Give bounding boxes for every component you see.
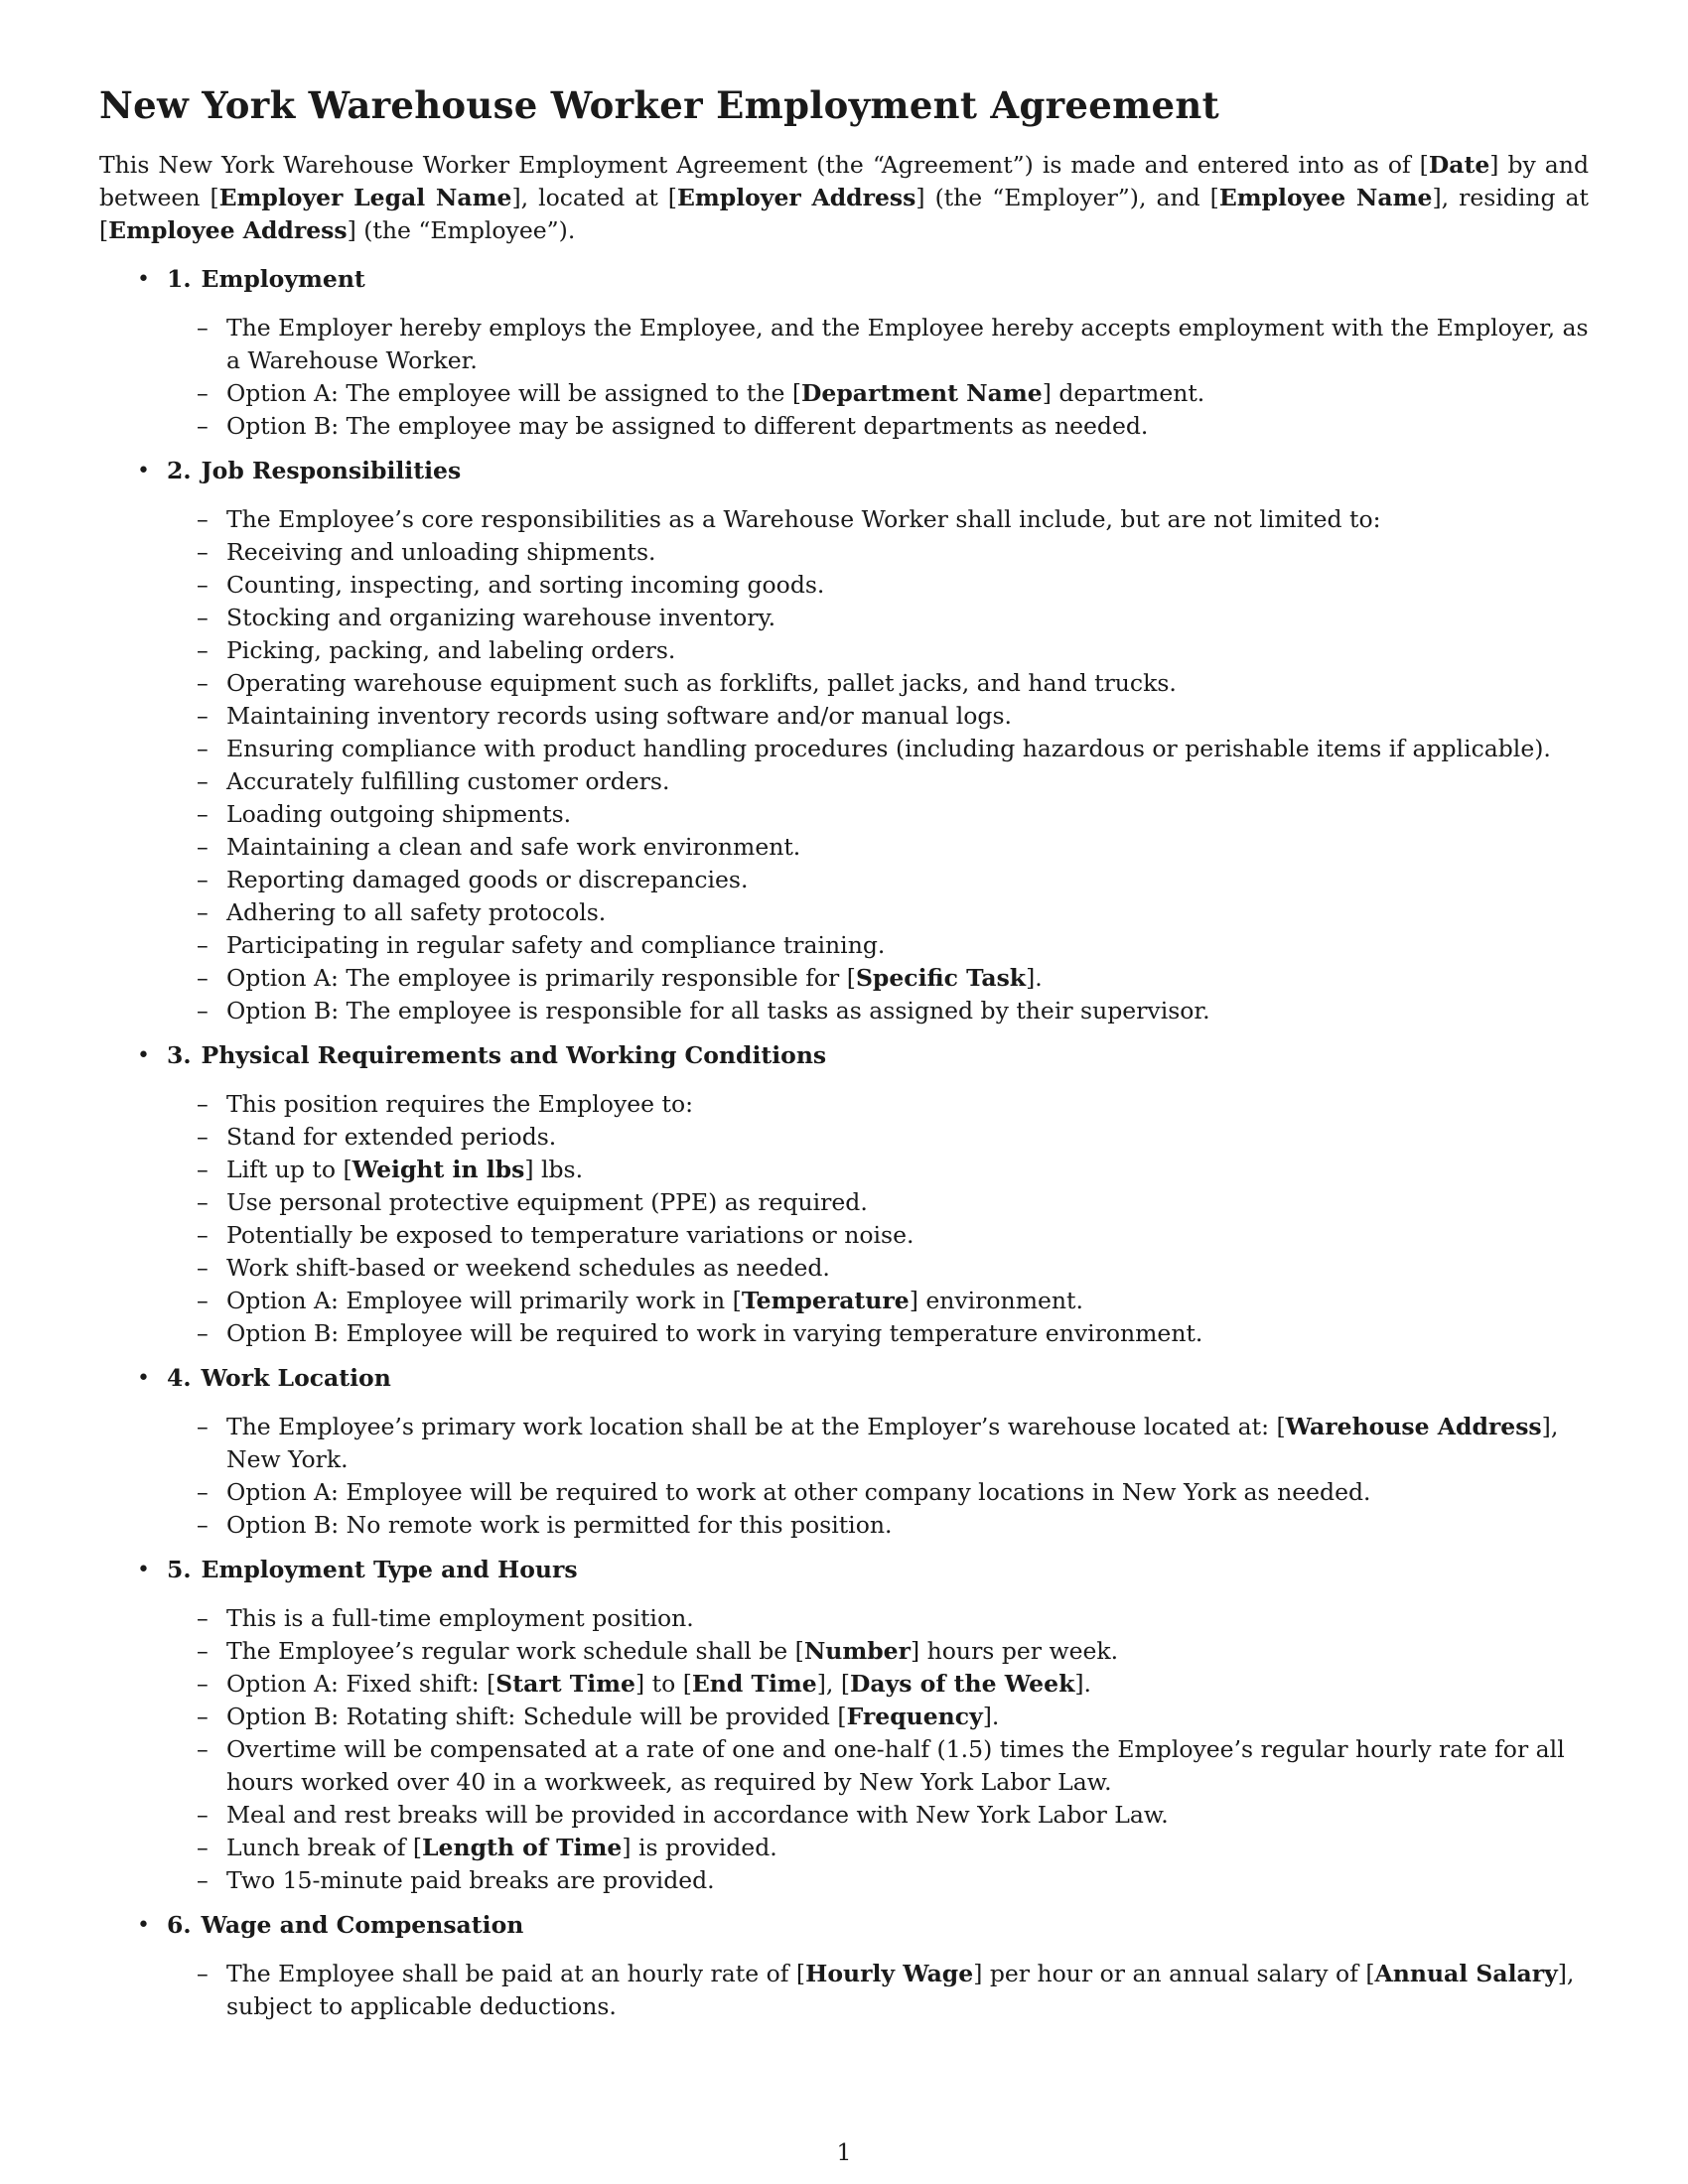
dash-icon: – <box>197 1604 209 1632</box>
list-item-text: Option B: The employee may be assigned to different departments as needed. <box>226 412 1149 440</box>
list-item <box>167 377 1589 410</box>
list-item-text: Lift up to [Weight in lbs] lbs. <box>226 1156 584 1183</box>
list-item <box>167 1799 1589 1832</box>
list-item-text: Option A: The employee will be assigned to the [Department Name] department. <box>226 379 1205 407</box>
list-item <box>167 1509 1589 1542</box>
list-item <box>167 1476 1589 1509</box>
dash-icon: – <box>197 379 209 407</box>
dash-icon: – <box>197 669 209 697</box>
list-item <box>167 1219 1589 1252</box>
list-item <box>167 1701 1589 1733</box>
dash-icon: – <box>197 1221 209 1249</box>
list-item-text: Loading outgoing shipments. <box>226 800 572 828</box>
list-item-text: Option A: The employee is primarily responsible for [Specific Task]. <box>226 964 1043 992</box>
page-number: 1 <box>836 2138 852 2166</box>
placeholder-field: End Time <box>691 1670 817 1698</box>
list-item <box>167 503 1589 536</box>
placeholder-field: Employee Name <box>1218 184 1433 211</box>
section-items <box>167 1411 1589 1542</box>
dash-icon: – <box>197 314 209 341</box>
list-item-text: Potentially be exposed to temperature variations or noise. <box>226 1221 914 1249</box>
intro-paragraph: This New York Warehouse Worker Employment Agreement (the “Agreement”) is made and entered into as of [Date] by and between [Employer Legal Name], located at [Employer Address] (the “Employer”), and [Employee Name], residing at [Employee Address] (the “Employee”). <box>99 151 1589 244</box>
bullet-icon: • <box>137 267 150 292</box>
list-item <box>167 1154 1589 1186</box>
list-item <box>167 1668 1589 1701</box>
list-item <box>167 312 1589 377</box>
dash-icon: – <box>197 1478 209 1506</box>
bullet-icon: • <box>137 1558 150 1582</box>
section-3 <box>99 1039 1589 1350</box>
list-item-text: Overtime will be compensated at a rate of one and one-half (1.5) times the Employee’s regular hourly rate for all hours worked over 40 in a workweek, as required by New York Labor Law. <box>226 1735 1565 1796</box>
dash-icon: – <box>197 1511 209 1539</box>
dash-icon: – <box>197 1866 209 1894</box>
dash-icon: – <box>197 931 209 959</box>
dash-icon: – <box>197 767 209 795</box>
list-item <box>167 864 1589 896</box>
list-item <box>167 798 1589 831</box>
section-items <box>167 1088 1589 1350</box>
dash-icon: – <box>197 1319 209 1347</box>
list-item-text: The Employee’s primary work location shall be at the Employer’s warehouse located at: [Warehouse Address], New York. <box>226 1413 1559 1473</box>
list-item-text: Option A: Employee will primarily work in [Temperature] environment. <box>226 1287 1083 1314</box>
placeholder-field: Start Time <box>495 1670 635 1698</box>
section-heading <box>167 455 1589 487</box>
list-item <box>167 1864 1589 1897</box>
dash-icon: – <box>197 538 209 566</box>
section-4 <box>99 1362 1589 1542</box>
list-item-text: Maintaining inventory records using software and/or manual logs. <box>226 702 1012 730</box>
list-item-text: The Employee’s regular work schedule shall be [Number] hours per week. <box>226 1637 1119 1665</box>
list-item <box>167 962 1589 995</box>
bullet-icon: • <box>137 1043 150 1068</box>
list-item-text: Use personal protective equipment (PPE) as required. <box>226 1188 868 1216</box>
dash-icon: – <box>197 702 209 730</box>
list-item <box>167 1121 1589 1154</box>
list-item <box>167 1317 1589 1350</box>
section-5 <box>99 1554 1589 1897</box>
section-6 <box>99 1909 1589 2023</box>
section-heading <box>167 1362 1589 1395</box>
list-item <box>167 536 1589 569</box>
placeholder-field: Department Name <box>801 379 1043 407</box>
dash-icon: – <box>197 1287 209 1314</box>
section-heading <box>167 1909 1589 1942</box>
placeholder-field: Frequency <box>846 1703 983 1730</box>
bullet-icon: • <box>137 1913 150 1938</box>
placeholder-field: Specific Task <box>855 964 1027 992</box>
section-list <box>99 263 1589 2023</box>
section-number: 6. <box>167 1911 192 1939</box>
bullet-icon: • <box>137 459 150 483</box>
dash-icon: – <box>197 1637 209 1665</box>
list-item-text: Lunch break of [Length of Time] is provided. <box>226 1834 777 1861</box>
section-1 <box>99 263 1589 443</box>
list-item-text: Ensuring compliance with product handling procedures (including hazardous or perishable items if applicable). <box>226 735 1551 762</box>
list-item-text: Option A: Fixed shift: [Start Time] to [End Time], [Days of the Week]. <box>226 1670 1092 1698</box>
dash-icon: – <box>197 997 209 1024</box>
list-item-text: Adhering to all safety protocols. <box>226 898 607 926</box>
section-heading-text: Employment <box>201 265 365 293</box>
list-item-text: Participating in regular safety and compliance training. <box>226 931 886 959</box>
section-number: 4. <box>167 1364 192 1392</box>
dash-icon: – <box>197 412 209 440</box>
list-item <box>167 634 1589 667</box>
section-number: 1. <box>167 265 192 293</box>
list-item-text: Picking, packing, and labeling orders. <box>226 636 676 664</box>
list-item-text: The Employer hereby employs the Employee, and the Employee hereby accepts employment with the Employer, as a Warehouse Worker. <box>226 314 1589 374</box>
dash-icon: – <box>197 964 209 992</box>
section-2 <box>99 455 1589 1027</box>
dash-icon: – <box>197 735 209 762</box>
list-item <box>167 995 1589 1027</box>
list-item <box>167 831 1589 864</box>
list-item-text: Work shift-based or weekend schedules as needed. <box>226 1254 830 1282</box>
section-heading <box>167 263 1589 296</box>
list-item <box>167 1252 1589 1285</box>
list-item <box>167 667 1589 700</box>
section-items <box>167 312 1589 443</box>
list-item-text: Option B: Rotating shift: Schedule will be provided [Frequency]. <box>226 1703 1000 1730</box>
section-items <box>167 503 1589 1027</box>
section-number: 3. <box>167 1041 192 1069</box>
list-item <box>167 1635 1589 1668</box>
list-item <box>167 1186 1589 1219</box>
placeholder-field: Employer Address <box>676 184 916 211</box>
section-items <box>167 1958 1589 2023</box>
dash-icon: – <box>197 1801 209 1829</box>
list-item <box>167 1832 1589 1864</box>
section-heading-text: Physical Requirements and Working Conditions <box>201 1041 827 1069</box>
list-item-text: Option A: Employee will be required to work at other company locations in New York as needed. <box>226 1478 1371 1506</box>
list-item <box>167 733 1589 765</box>
list-item-text: Option B: The employee is responsible for all tasks as assigned by their supervisor. <box>226 997 1210 1024</box>
list-item <box>167 569 1589 602</box>
list-item-text: Option B: No remote work is permitted for this position. <box>226 1511 893 1539</box>
list-item-text: The Employee shall be paid at an hourly rate of [Hourly Wage] per hour or an annual salary of [Annual Salary], subject to applicable deductions. <box>226 1960 1575 2020</box>
dash-icon: – <box>197 1413 209 1440</box>
list-item-text: Accurately fulfilling customer orders. <box>226 767 670 795</box>
placeholder-field: Employer Legal Name <box>218 184 512 211</box>
dash-icon: – <box>197 604 209 631</box>
dash-icon: – <box>197 1834 209 1861</box>
list-item-text: This position requires the Employee to: <box>226 1090 694 1118</box>
placeholder-field: Hourly Wage <box>805 1960 974 1987</box>
placeholder-field: Warehouse Address <box>1285 1413 1542 1440</box>
dash-icon: – <box>197 1090 209 1118</box>
section-number: 5. <box>167 1556 192 1583</box>
section-heading-text: Job Responsibilities <box>201 457 462 484</box>
list-item-text: Operating warehouse equipment such as forklifts, pallet jacks, and hand trucks. <box>226 669 1177 697</box>
section-items <box>167 1602 1589 1897</box>
section-heading <box>167 1554 1589 1586</box>
list-item-text: This is a full-time employment position. <box>226 1604 694 1632</box>
dash-icon: – <box>197 1735 209 1763</box>
list-item-text: Receiving and unloading shipments. <box>226 538 656 566</box>
list-item-text: Stand for extended periods. <box>226 1123 557 1151</box>
dash-icon: – <box>197 505 209 533</box>
list-item <box>167 1602 1589 1635</box>
dash-icon: – <box>197 800 209 828</box>
dash-icon: – <box>197 1123 209 1151</box>
dash-icon: – <box>197 1960 209 1987</box>
list-item-text: Two 15-minute paid breaks are provided. <box>226 1866 715 1894</box>
list-item <box>167 1088 1589 1121</box>
placeholder-field: Weight in lbs <box>352 1156 525 1183</box>
list-item-text: Maintaining a clean and safe work environment. <box>226 833 801 861</box>
section-heading-text: Employment Type and Hours <box>201 1556 578 1583</box>
placeholder-field: Annual Salary <box>1374 1960 1558 1987</box>
section-heading <box>167 1039 1589 1072</box>
placeholder-field: Employee Address <box>108 216 348 244</box>
dash-icon: – <box>197 571 209 599</box>
list-item <box>167 1958 1589 2023</box>
document-title: New York Warehouse Worker Employment Agreement <box>99 83 1219 127</box>
placeholder-field: Temperature <box>741 1287 910 1314</box>
dash-icon: – <box>197 866 209 893</box>
list-item <box>167 1733 1589 1799</box>
list-item <box>167 1411 1589 1476</box>
dash-icon: – <box>197 898 209 926</box>
list-item <box>167 1285 1589 1317</box>
list-item <box>167 410 1589 443</box>
list-item <box>167 700 1589 733</box>
list-item-text: Meal and rest breaks will be provided in accordance with New York Labor Law. <box>226 1801 1169 1829</box>
placeholder-field: Number <box>803 1637 912 1665</box>
dash-icon: – <box>197 636 209 664</box>
bullet-icon: • <box>137 1366 150 1391</box>
dash-icon: – <box>197 1156 209 1183</box>
list-item <box>167 765 1589 798</box>
section-heading-text: Work Location <box>201 1364 391 1392</box>
section-number: 2. <box>167 457 192 484</box>
list-item-text: Stocking and organizing warehouse inventory. <box>226 604 776 631</box>
placeholder-field: Date <box>1428 151 1490 179</box>
list-item <box>167 896 1589 929</box>
list-item-text: Reporting damaged goods or discrepancies. <box>226 866 749 893</box>
dash-icon: – <box>197 1703 209 1730</box>
dash-icon: – <box>197 1670 209 1698</box>
placeholder-field: Length of Time <box>422 1834 623 1861</box>
list-item <box>167 602 1589 634</box>
list-item <box>167 929 1589 962</box>
list-item-text: The Employee’s core responsibilities as a Warehouse Worker shall include, but are not limited to: <box>226 505 1381 533</box>
section-heading-text: Wage and Compensation <box>201 1911 524 1939</box>
placeholder-field: Days of the Week <box>850 1670 1075 1698</box>
dash-icon: – <box>197 1254 209 1282</box>
list-item-text: Option B: Employee will be required to work in varying temperature environment. <box>226 1319 1203 1347</box>
dash-icon: – <box>197 1188 209 1216</box>
document-page <box>99 83 1589 2035</box>
list-item-text: Counting, inspecting, and sorting incoming goods. <box>226 571 825 599</box>
dash-icon: – <box>197 833 209 861</box>
